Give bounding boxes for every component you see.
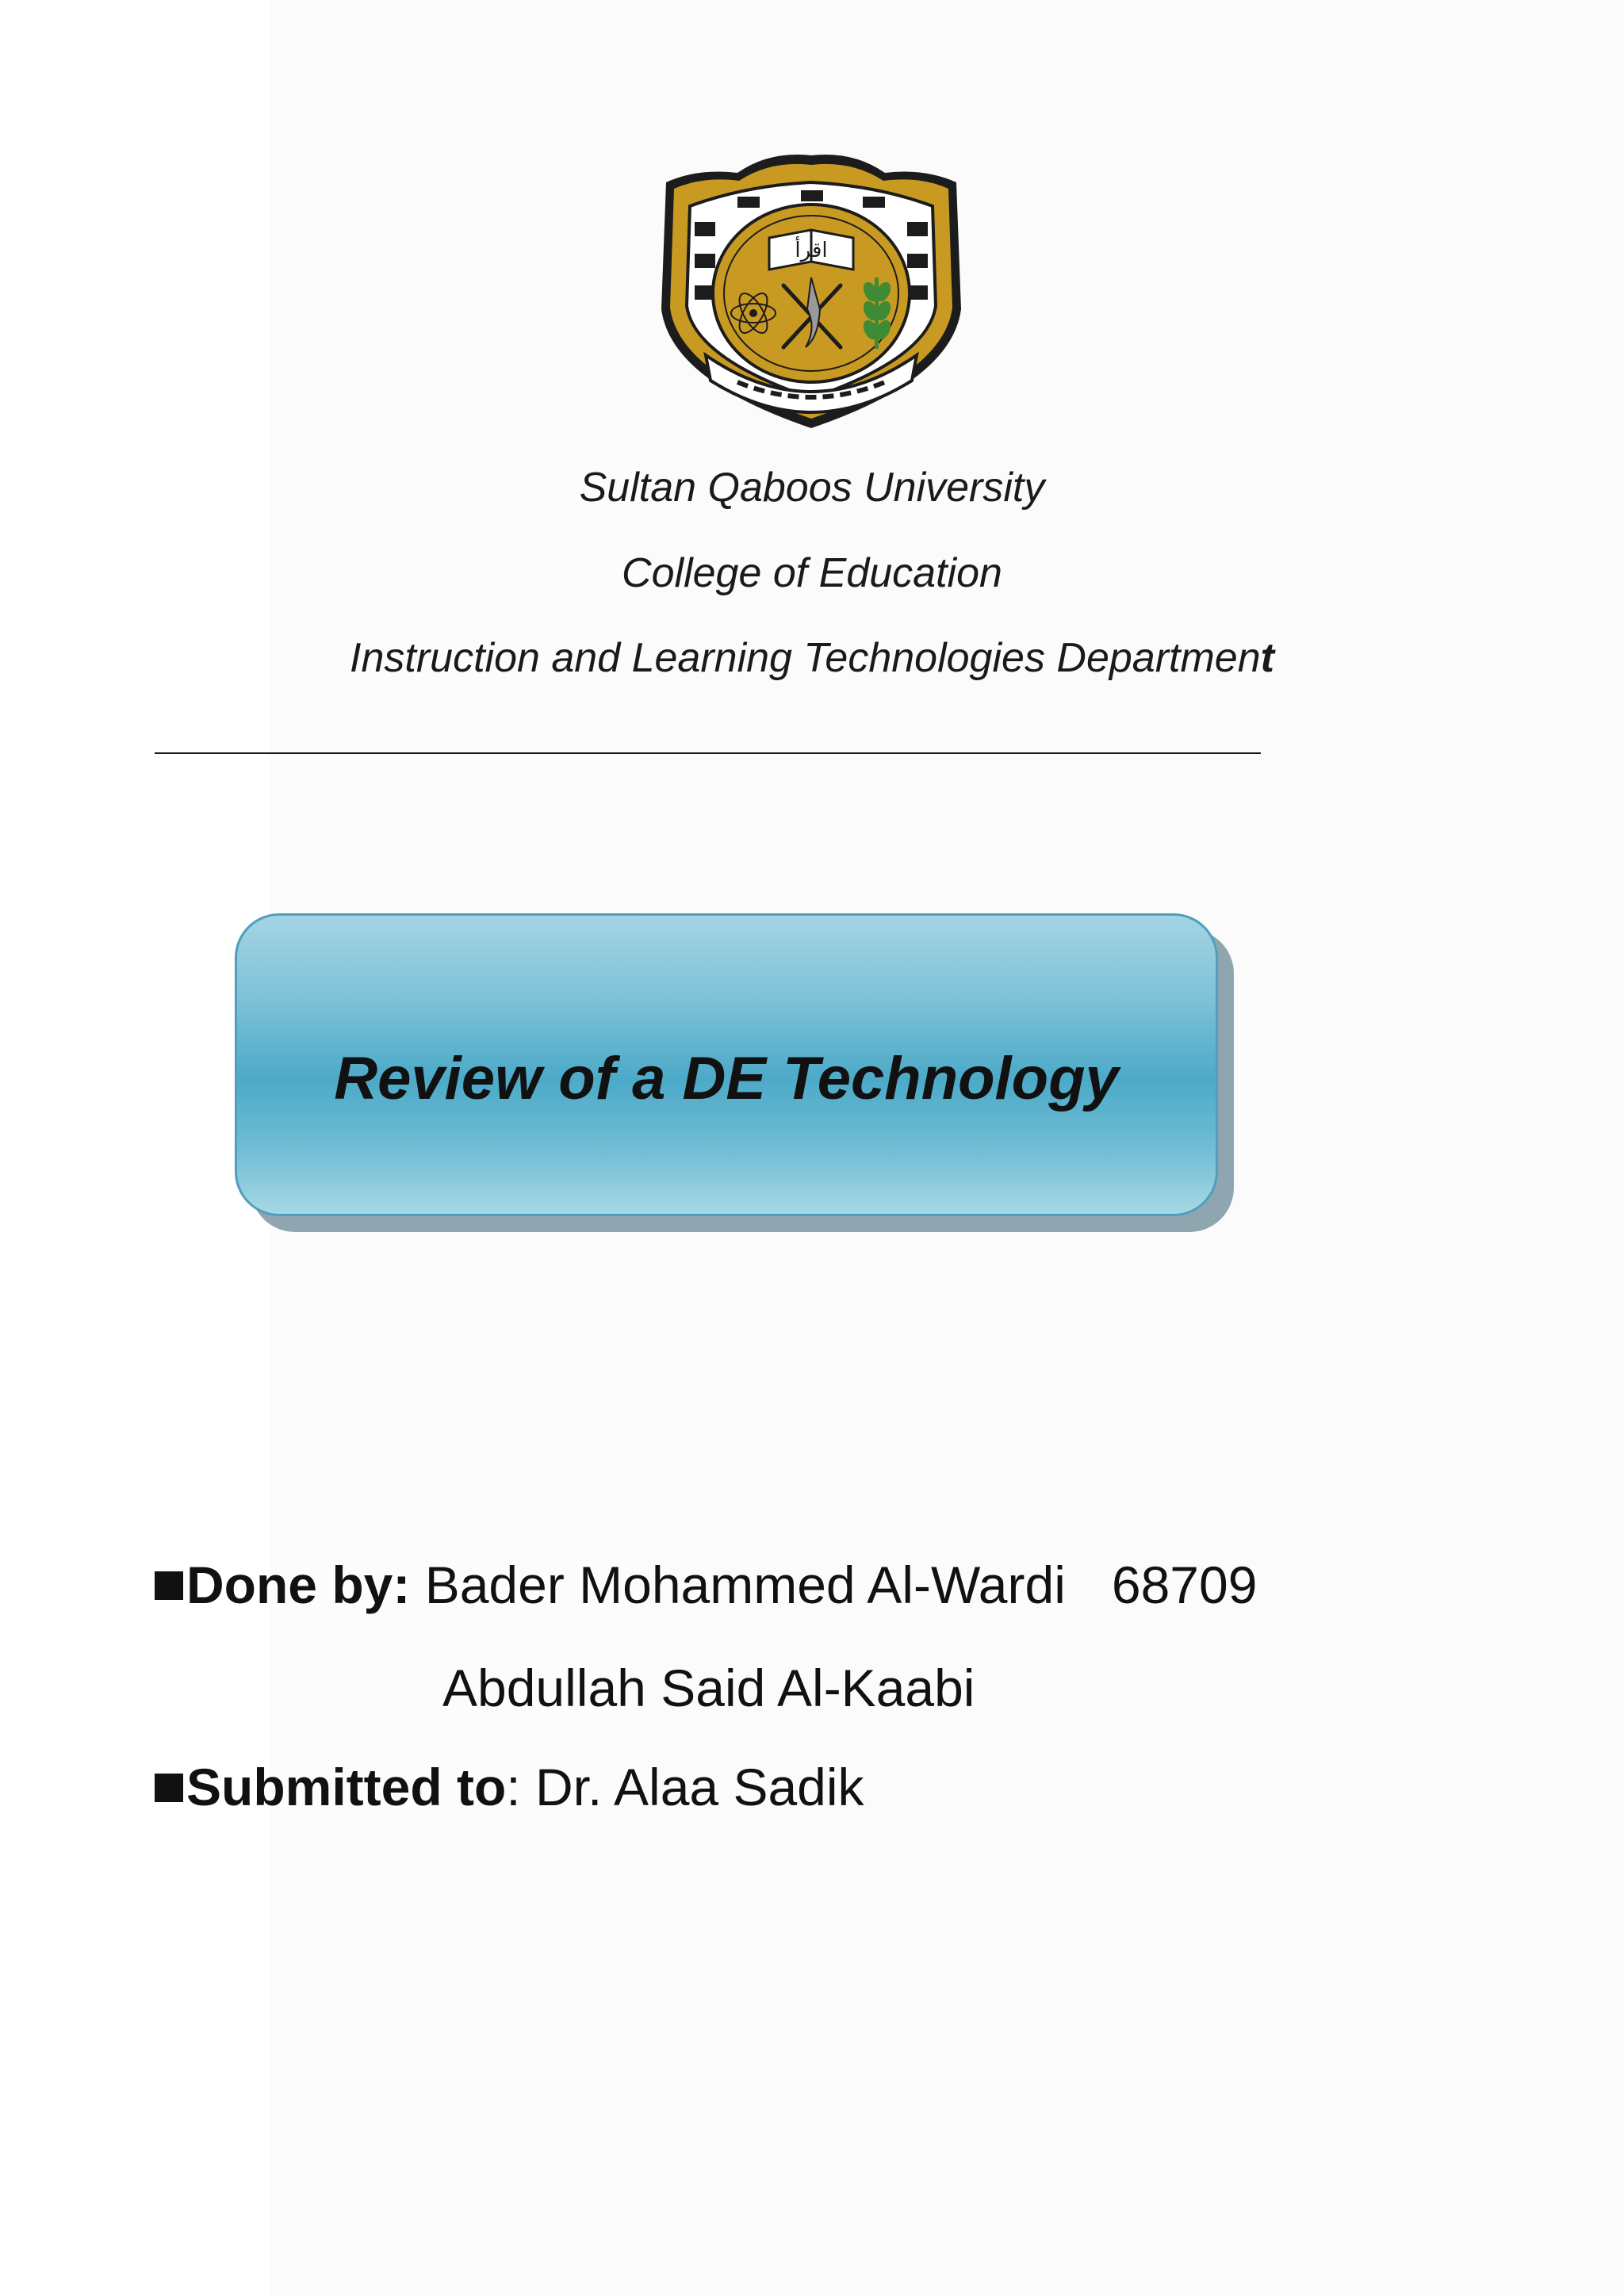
author-2-line <box>442 1657 975 1719</box>
author-1-id: 68709 <box>1111 1556 1258 1614</box>
done-by-line <box>155 1554 1257 1616</box>
college-name: College of Education <box>622 550 1002 596</box>
document-title: Review of a DE Technology <box>334 1044 1119 1112</box>
university-name: Sultan Qaboos University <box>579 465 1045 511</box>
instructor-name: Dr. Alaa Sadik <box>534 1758 864 1816</box>
header-divider <box>155 752 1261 754</box>
svg-text:اقرأ: اقرأ <box>795 239 828 262</box>
author-2-name: Abdullah Said Al-Kaabi <box>442 1659 975 1717</box>
bullet-square-icon <box>155 1571 183 1600</box>
author-1-name: Bader Mohammed Al-Wardi <box>424 1556 1066 1614</box>
done-by-label: Done by: <box>186 1556 411 1614</box>
submitted-to-line <box>155 1756 864 1818</box>
department-name-main: Instruction and Learning Technologies Departmen <box>350 635 1261 681</box>
submitted-to-separator: : <box>506 1758 521 1816</box>
department-name-last-letter: t <box>1260 635 1274 681</box>
submitted-to-label: Submitted to <box>186 1758 507 1816</box>
university-crest-icon <box>650 151 972 433</box>
bullet-square-icon <box>155 1774 183 1802</box>
title-box <box>235 913 1218 1216</box>
department-name <box>0 634 1624 682</box>
